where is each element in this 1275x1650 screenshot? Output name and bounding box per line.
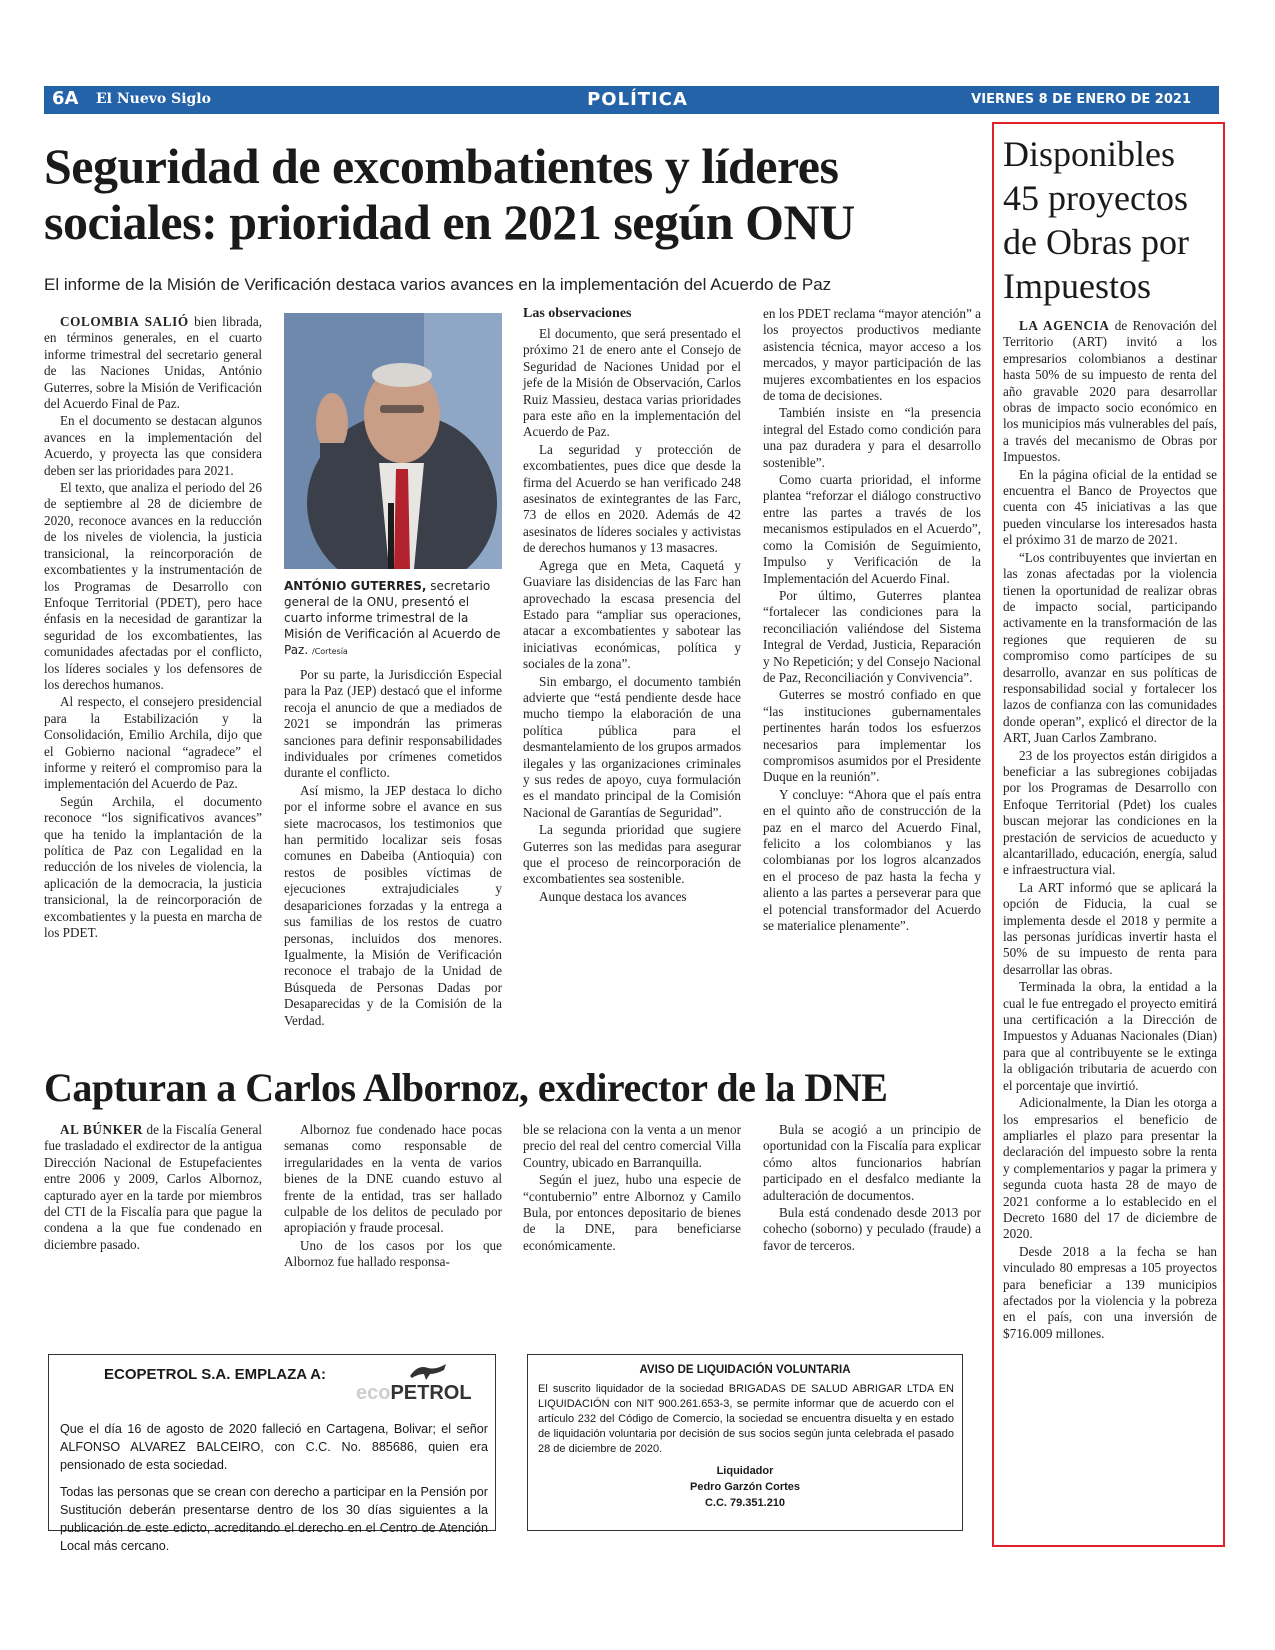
photo-illustration [284,313,502,569]
sidebar-body [1003,318,1217,1343]
notice-title: ECOPETROL S.A. EMPLAZA A: [104,1366,326,1383]
paragraph: El documento, que será presentado el próximo 21 de enero ante el Consejo de Seguridad de Naciones Unidad por el jefe de la Misión de Observación, Carlos Ruiz Massieu, destaca varias prioridades para este año en la implementación del Acuerdo de Paz. [523,326,741,440]
article-column-2 [284,667,502,1030]
paragraph: Albornoz fue condenado hace pocas semanas como responsable de irregularidades en la venta de varios bienes de la DNE cuando estuvo al frente de la entidad, tras ser hallado culpable de los delitos de peculado por apropiación y fraude procesal. [284,1122,502,1236]
subheadline: El informe de la Misión de Verificación destaca varios avances en la implementación del Acuerdo de Paz [44,275,832,294]
paragraph: COLOMBIA SALIÓ bien librada, en términos generales, en el cuarto informe trimestral del secretario general de las Naciones Unidas, António Guterres, sobre la Misión de Verificación del Acuerdo Final de Paz. [44,314,262,412]
paragraph: Uno de los casos por los que Albornoz fue hallado responsa- [284,1237,502,1270]
notice-paragraph: Que el día 16 de agosto de 2020 falleció en Cartagena, Bolivar; el señor ALFONSO ALVAREZ BALCEIRO, con C.C. No. 885686, quien era pensionado de esta sociedad. [60,1422,488,1472]
paragraph: El texto, que analiza el periodo del 26 de septiembre al 28 de diciembre de 2020, reconoce avances en la reducción de los niveles de violencia, la justicia transicional, la reincorporación de excombatientes y la instrumentación de los Programas de Desarrollo con Enfoque Territorial (PDET), pero hace énfasis en la necesidad de garantizar la seguridad de los excombatientes, las comunidades afectadas por el conflicto, los líderes sociales y los defensores de los derechos humanos. [44,480,262,692]
iguana-logo-icon [408,1360,448,1382]
paragraph: Así mismo, la JEP destaca lo dicho por el informe sobre el avance en sus siete macrocasos, los testimonios que han permitido localizar seis fosas comunes en Dabeiba (Antioquia) con restos de posibles víctimas de ejecuciones extrajudiciales y desapariciones forzadas y la entrega a sus familias de los restos de cuatro personas, incluidos dos menores. Igualmente, la Misión de Verificación reconoce el trabajo de la Unidad de Búsqueda de Personas Dadas por Desaparecidas y de la Comisión de la Verdad. [284,782,502,1028]
paragraph: Adicionalmente, la Dian les otorga a los empresarios el beneficio de ampliarles el plazo para presentar la declaración del impuesto sobre la renta y complementarios y pagar la primera y segunda cuota hasta 28 de mayo de 2021 conforme a lo establecido en el Decreto 1680 del 17 de diciembre de 2020. [1003,1095,1217,1242]
page-number: 6A [52,88,79,109]
ecopetrol-logo: ecoPETROL [356,1382,472,1404]
paragraph: “Los contribuyentes que inviertan en las zonas afectadas por la violencia tienen la oportunidad de realizar obras de impacto social, participando activamente en la transformación de las regiones que requieren de su compromiso como partícipes de su desarrollo, avanzar en sus políticas de responsabilidad social y fortalecer los lazos de confianza con las comunidades donde operan”, explicó el director de la ART, Juan Carlos Zambrano. [1003,549,1217,746]
paragraph: Como cuarta prioridad, el informe plantea “reforzar el diálogo constructivo entre las partes a través de los mecanismos estipulados en el Acuerdo”, como la Comisión de Seguimiento, Impulso y Verificación de la Implementación del Acuerdo Final. [763,472,981,586]
paragraph: En el documento se destacan algunos avances en la implementación del Acuerdo, y proyecta las que considera deben ser las prioridades para 2021. [44,413,262,478]
sidebar-title: Disponibles 45 proyectos de Obras por Impuestos [1003,134,1189,306]
paragraph: Bula está condenado desde 2013 por cohecho (soborno) y peculado (fraude) a favor de terceros. [763,1205,981,1253]
issue-date: VIERNES 8 DE ENERO DE 2021 [971,92,1191,107]
paragraph: La segunda prioridad que sugiere Guterres son las medidas para asegurar que el proceso de reincorporación de excombatientes sea sostenible. [523,822,741,887]
paragraph: Por último, Guterres plantea “fortalecer las condiciones para la reconciliación valiéndose del Sistema Integral de Verdad, Justicia, Reparación y No Repetición; y del Consejo Nacional de Paz, Reconciliación y Convivencia”. [763,587,981,685]
notice-title: AVISO DE LIQUIDACIÓN VOLUNTARIA [639,1364,851,1376]
article2-column-3 [523,1122,741,1255]
paragraph: Guterres se mostró confiado en que “las instituciones gubernamentales pertinentes harán todos los esfuerzos necesarios para implementar los compromisos asumidos por el Presidente Duque en la reunión”. [763,687,981,785]
paragraph: Aunque destaca los avances [539,888,687,904]
notice-signature: Liquidador Pedro Garzón Cortes C.C. 79.351.210 [689,1465,801,1509]
lead-in: LA AGENCIA [1019,318,1110,333]
paragraph: Terminada la obra, la entidad a la cual le fue entregado el proyecto emitirá una certificación a la Dirección de Impuestos y Aduanas Nacionales (Dian) para que al contribuyente se le extinga la obligación tributaria de acuerdo con el porcentaje que invirtió. [1003,979,1217,1093]
paragraph: También insiste en “la presencia integral del Estado como condición para una paz duradera y para el desarrollo sostenible”. [763,405,981,470]
photo-caption: ANTÓNIO GUTERRES, secretario general de la ONU, presentó el cuarto informe trimestral de la Misión de Verificación al Acuerdo de Paz. /Cortesía [284,579,501,657]
paragraph: LA AGENCIA de Renovación del Territorio (ART) invitó a los empresarios colombianos a destinar hasta 50% de su impuesto de renta del año gravable 2020 para desarrollar obras de impacto socio económico en los municipios más vulnerables del país, a través del mecanismo de Obras por Impuestos. [1003,318,1217,465]
paragraph: AL BÚNKER de la Fiscalía General fue trasladado el exdirector de la antigua Dirección Nacional de Estupefacientes entre 2006 y 2009, Carlos Albornoz, capturado ayer en la tarde por miembros del CTI de la Fiscalía para que pague la condena a la que fue condenado en diciembre pasado. [44,1122,262,1252]
section-title: POLÍTICA [587,89,688,110]
paragraph: Y concluye: “Ahora que el país entra en el quinto año de construcción de la paz en el marco del Acuerdo Final, felicito a los colombianos y las colombianas por los logros alcanzados en el proceso de paz hasta la fecha y aliento a las partes a perseverar para que el potencial transformador del Acuerdo se materialice plenamente”. [763,786,981,934]
paragraph: Al respecto, el consejero presidencial para la Estabilización y la Consolidación, Emilio Archila, dijo que el Gobierno nacional “agradece” el informe y reiteró el compromiso para la implementación del Acuerdo de Paz. [44,694,262,792]
paragraph: 23 de los proyectos están dirigidos a beneficiar a las subregiones cobijadas por los Programas de Desarrollo con Enfoque Territorial (Pdet) los cuales buscan mejorar las condiciones en la prestación de servicios de acueducto y alcantarillado, educación, energía, salud e infraestructura vial. [1003,747,1217,878]
article-column-3 [523,306,741,906]
article-column-1 [44,314,262,942]
article-column-4 [763,306,981,935]
paragraph: La seguridad y protección de excombatientes, pues dice que desde la firma del Acuerdo se han verificado 248 asesinatos de exintegrantes de las Farc, 73 de ellos en 2020. Además de 42 asesinatos de líderes sociales y activistas de derechos humanos y 13 masacres. [523,441,741,556]
paragraph: La ART informó que se aplicará la opción de Fiducia, la cual se implementa desde el 2018 y permite a las personas jurídicas invertir hasta el 50% de su impuesto de renta para desarrollar las obras. [1003,879,1217,977]
newspaper-brand: El Nuevo Siglo [96,91,211,107]
lead-in: COLOMBIA SALIÓ [60,314,189,329]
paragraph: Según Archila, el documento reconoce “los significativos avances” que ha tenido la implantación de la política de Paz con Legalidad en la reducción de los niveles de violencia, la aplicación de la democracia, la justicia transicional, la de reincorporación de excombatientes y la puesta en marcha de los PDET. [44,793,262,941]
paragraph: En la página oficial de la entidad se encuentra el Banco de Proyectos que cuenta con 45 iniciativas a las que pueden vincularse los interesados hasta el próximo 31 de marzo de 2021. [1003,466,1217,548]
notice-paragraph: Todas las personas que se crean con derecho a participar en la Pensión por Sustitución deberán presentarse dentro de los 30 días siguientes a la publicación de este edicto, acreditando el derecho en el Centro de Atención Local más cercano. [60,1485,488,1553]
section-heading: Las observaciones [523,306,632,321]
headline: Seguridad de excombatientes y líderes sociales: prioridad en 2021 según ONU [44,138,855,250]
secondary-headline: Capturan a Carlos Albornoz, exdirector de la DNE [44,1065,888,1110]
article2-column-2 [284,1122,502,1272]
article2-column-1 [44,1122,262,1254]
paragraph: Según el juez, hubo una especie de “contubernio” entre Albornoz y Camilo Bula, por entonces depositario de bienes de la DNE, para beneficiarse económicamente. [523,1172,741,1253]
paragraph: ble se relaciona con la venta a un menor precio del real del centro comercial Villa Country, ubicado en Barranquilla. [523,1122,741,1170]
paragraph: Sin embargo, el documento también advierte que “está pendiente desde hace mucho tiempo la elaboración de una política pública para el desmantelamiento de los grupos armados ilegales y las organizaciones criminales y sus redes de apoyo, cuya formulación es el mandato principal de la Comisión Nacional de Garantías de Seguridad”. [523,673,741,820]
notice-paragraph: El suscrito liquidador de la sociedad BRIGADAS DE SALUD ABRIGAR LTDA EN LIQUIDACIÓN con NIT 900.261.653-3, se permite informar que de acuerdo con el artículo 232 del Código de Comercio, la sociedad se encuentra disuelta y en estado de liquidación voluntaria por decisión de sus socios según junta celebrada el pasado 28 de diciembre de 2020. [538,1383,954,1455]
article2-column-4 [763,1122,981,1255]
paragraph: Desde 2018 a la fecha se han vinculado 80 empresas a 105 proyectos para beneficiar a 139 municipios afectados por la violencia y la pobreza en el país, con una inversión de $716.009 millones. [1003,1243,1217,1341]
paragraph: Agrega que en Meta, Caquetá y Guaviare las disidencias de las Farc han aprovechado la escasa presencia del Estado para “ampliar sus operaciones, atacar a excombatientes y sabotear las iniciativas económicas, política y sociales de la zona”. [523,557,741,672]
portrait-photo [284,313,502,569]
paragraph: en los PDET reclama “mayor atención” a los proyectos productivos mediante asistencia técnica, mayor acceso a los mercados, y mayor participación de las mujeres excombatientes en los espacios de toma de decisiones. [763,306,981,404]
paragraph: Bula se acogió a un principio de oportunidad con la Fiscalía para explicar cómo altos funcionarios habrían participado en el desfalco mediante la adulteración de documentos. [763,1122,981,1203]
lead-in: AL BÚNKER [60,1122,143,1137]
paragraph: Por su parte, la Jurisdicción Especial para la Paz (JEP) destacó que el informe recoja el anuncio de que a mediados de 2021 se impondrán las primeras sanciones para definir responsabilidades individuales por crímenes cometidos durante el conflicto. [284,667,502,781]
